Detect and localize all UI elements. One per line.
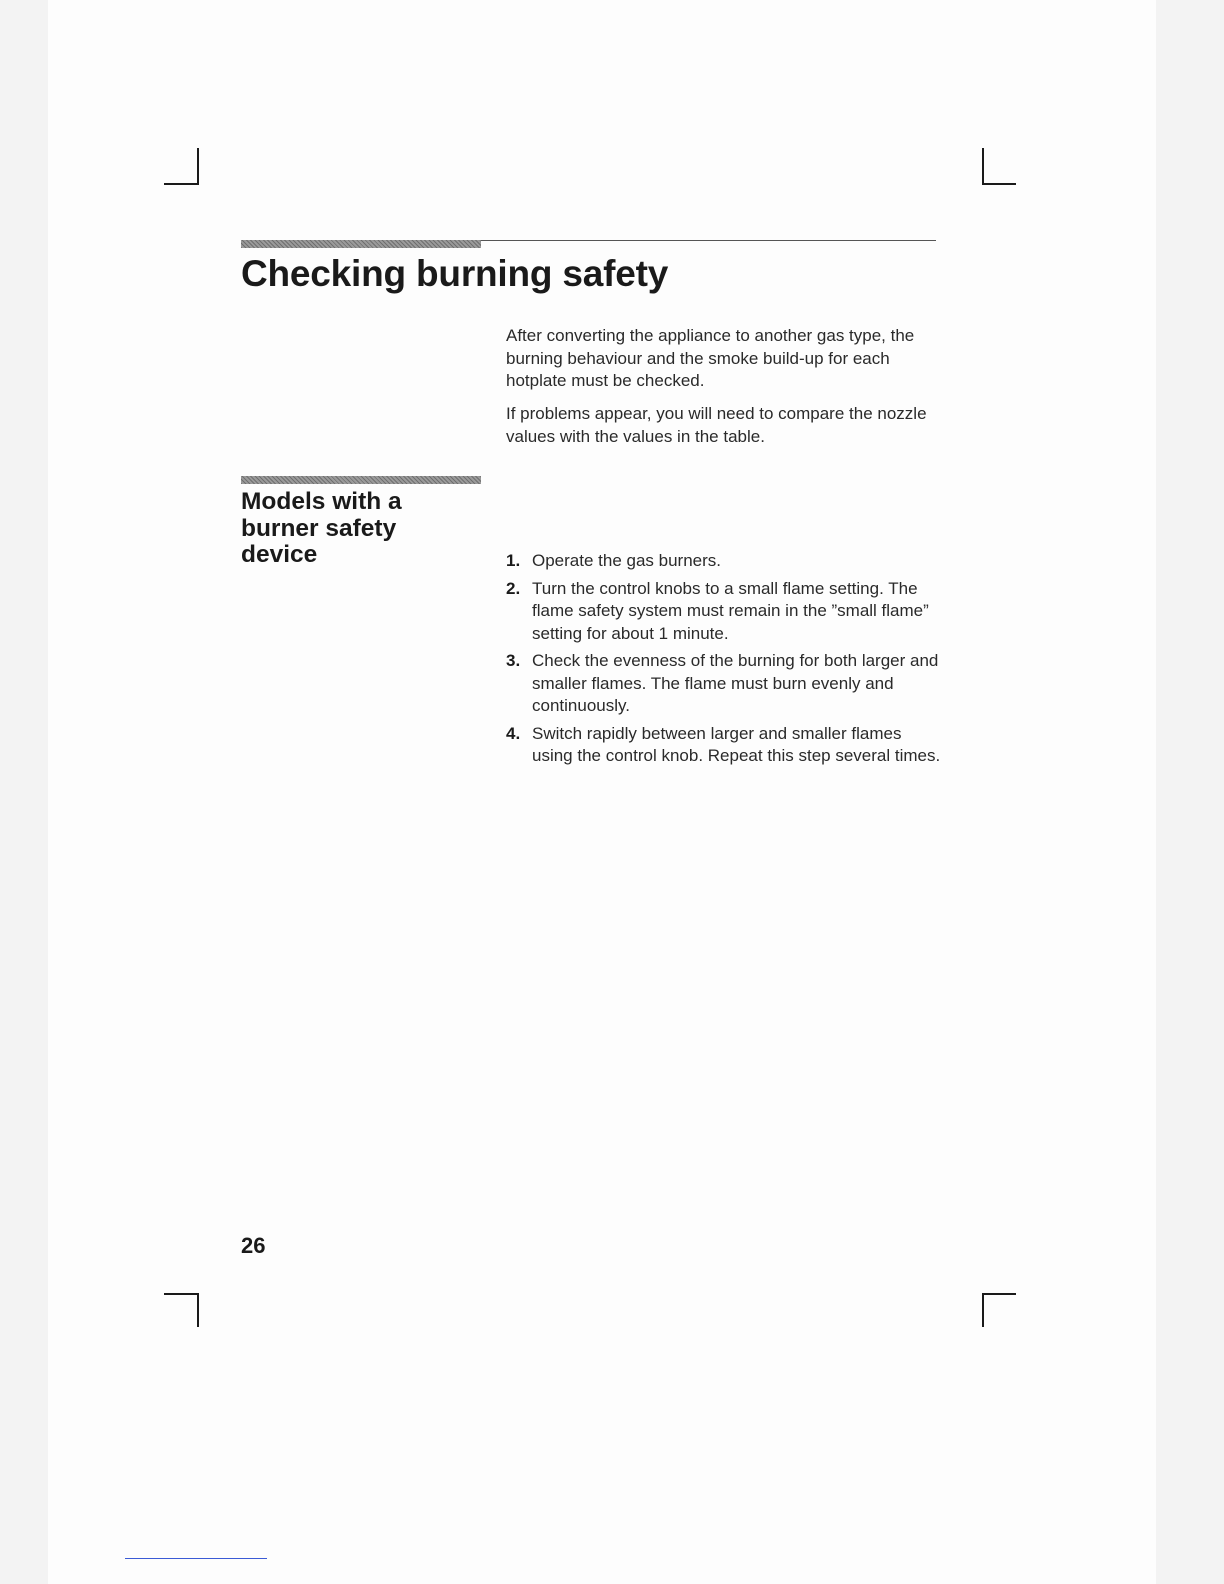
- crop-mark-bottom-left: [164, 1293, 199, 1295]
- crop-mark-bottom-right: [982, 1293, 984, 1327]
- step-text: Check the evenness of the burning for both larger and smaller flames. The flame must burn evenly and continuously.: [532, 651, 939, 715]
- section-hatch-bar: [241, 476, 481, 484]
- crop-mark-top-right: [982, 183, 1016, 185]
- title-hatch-bar: [241, 240, 481, 248]
- page-title: Checking burning safety: [241, 253, 669, 294]
- crop-mark-bottom-left: [197, 1293, 199, 1327]
- step-number: 2.: [506, 578, 521, 598]
- crop-mark-top-left: [197, 148, 199, 185]
- step-number: 4.: [506, 723, 521, 743]
- intro-paragraph-2: If problems appear, you will need to compare the nozzle values with the values in the table.: [506, 404, 927, 446]
- section-title: Models with a burner safety device: [241, 488, 402, 568]
- step-text: Turn the control knobs to a small flame setting. The flame safety system must remain in the ”small flame” setting for about 1 minute.: [532, 578, 929, 643]
- step-text: Switch rapidly between larger and smaller flames using the control knob. Repeat this step several times.: [532, 723, 941, 765]
- step-number: 1.: [506, 551, 521, 570]
- title-rule-line: [481, 240, 936, 241]
- bottom-underline-decoration: [125, 1558, 267, 1559]
- step-number: 3.: [506, 651, 521, 670]
- intro-paragraph-1: After converting the appliance to another gas type, the burning behaviour and the smoke build-up for each hotplate must be checked.: [506, 326, 915, 390]
- list-item: [506, 650, 946, 718]
- step-text: Operate the gas burners.: [532, 551, 722, 570]
- steps-list: [506, 550, 946, 773]
- list-item: [506, 723, 946, 768]
- list-item: [506, 550, 946, 573]
- crop-mark-top-right: [982, 148, 984, 185]
- crop-mark-top-left: [164, 183, 199, 185]
- crop-mark-bottom-right: [982, 1293, 1016, 1295]
- page-sheet: [48, 0, 1156, 1584]
- list-item: [506, 578, 946, 646]
- page-number: 26: [241, 1233, 266, 1258]
